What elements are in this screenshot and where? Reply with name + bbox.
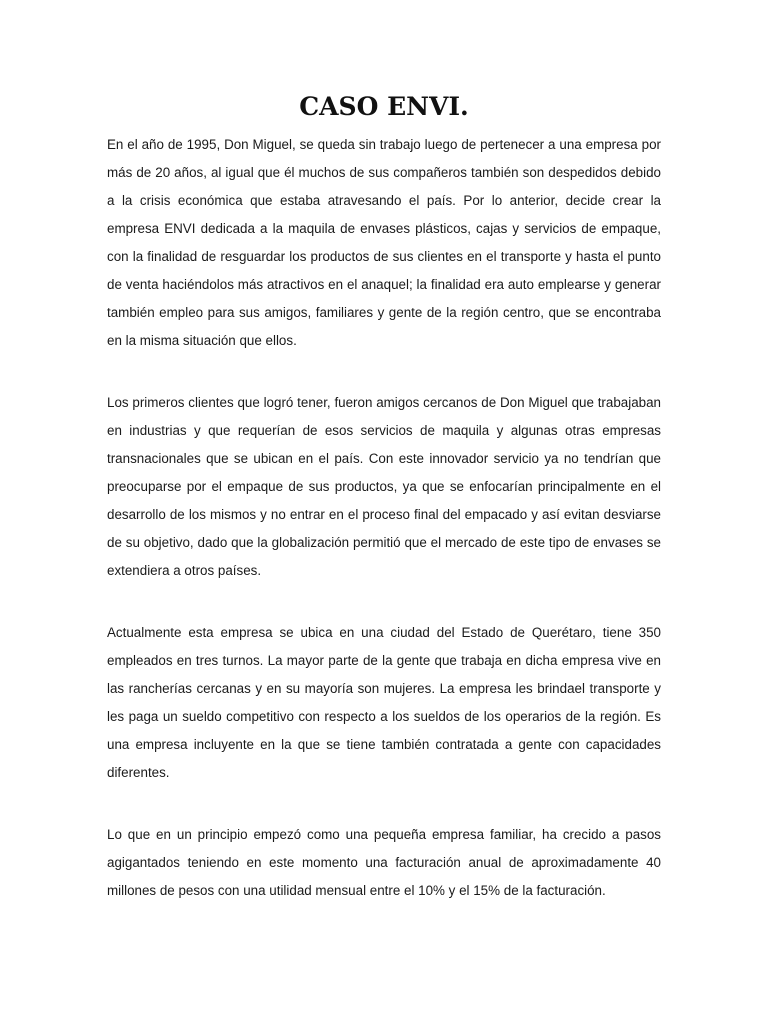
document-body [107, 131, 661, 905]
paragraph-1: En el año de 1995, Don Miguel, se queda sin trabajo luego de pertenecer a una empresa por más de 20 años, al igual que él muchos de sus compañeros también son despedidos debido a la crisis económica que estaba atravesando el país. Por lo anterior, decide crear la empresa ENVI dedicada a la maquila de envases plásticos, cajas y servicios de empaque, con la finalidad de resguardar los productos de sus clientes en el transporte y hasta el punto de venta haciéndolos más atractivos en el anaquel; la finalidad era auto emplearse y generar también empleo para sus amigos, familiares y gente de la región centro, que se encontraba en la misma situación que ellos. [107, 137, 661, 348]
paragraph-4: Lo que en un principio empezó como una pequeña empresa familiar, ha crecido a pasos agigantados teniendo en este momento una facturación anual de aproximadamente 40 millones de pesos con una utilidad mensual entre el 10% y el 15% de la facturación. [107, 827, 661, 898]
document-title: CASO ENVI. [299, 92, 469, 121]
paragraph-2: Los primeros clientes que logró tener, fueron amigos cercanos de Don Miguel que trabajaban en industrias y que requerían de esos servicios de maquila y algunas otras empresas transnacionales que se ubican en el país. Con este innovador servicio ya no tendrían que preocuparse por el empaque de sus productos, ya que se enfocarían principalmente en el desarrollo de los mismos y no entrar en el proceso final del empacado y así evitan desviarse de su objetivo, dado que la globalización permitió que el mercado de este tipo de envases se extendiera a otros países. [107, 395, 661, 578]
paragraph-3: Actualmente esta empresa se ubica en una ciudad del Estado de Querétaro, tiene 350 empleados en tres turnos. La mayor parte de la gente que trabaja en dicha empresa vive en las rancherías cercanas y en su mayoría son mujeres. La empresa les brindael transporte y les paga un sueldo competitivo con respecto a los sueldos de los operarios de la región. Es una empresa incluyente en la que se tiene también contratada a gente con capacidades diferentes. [107, 625, 661, 780]
